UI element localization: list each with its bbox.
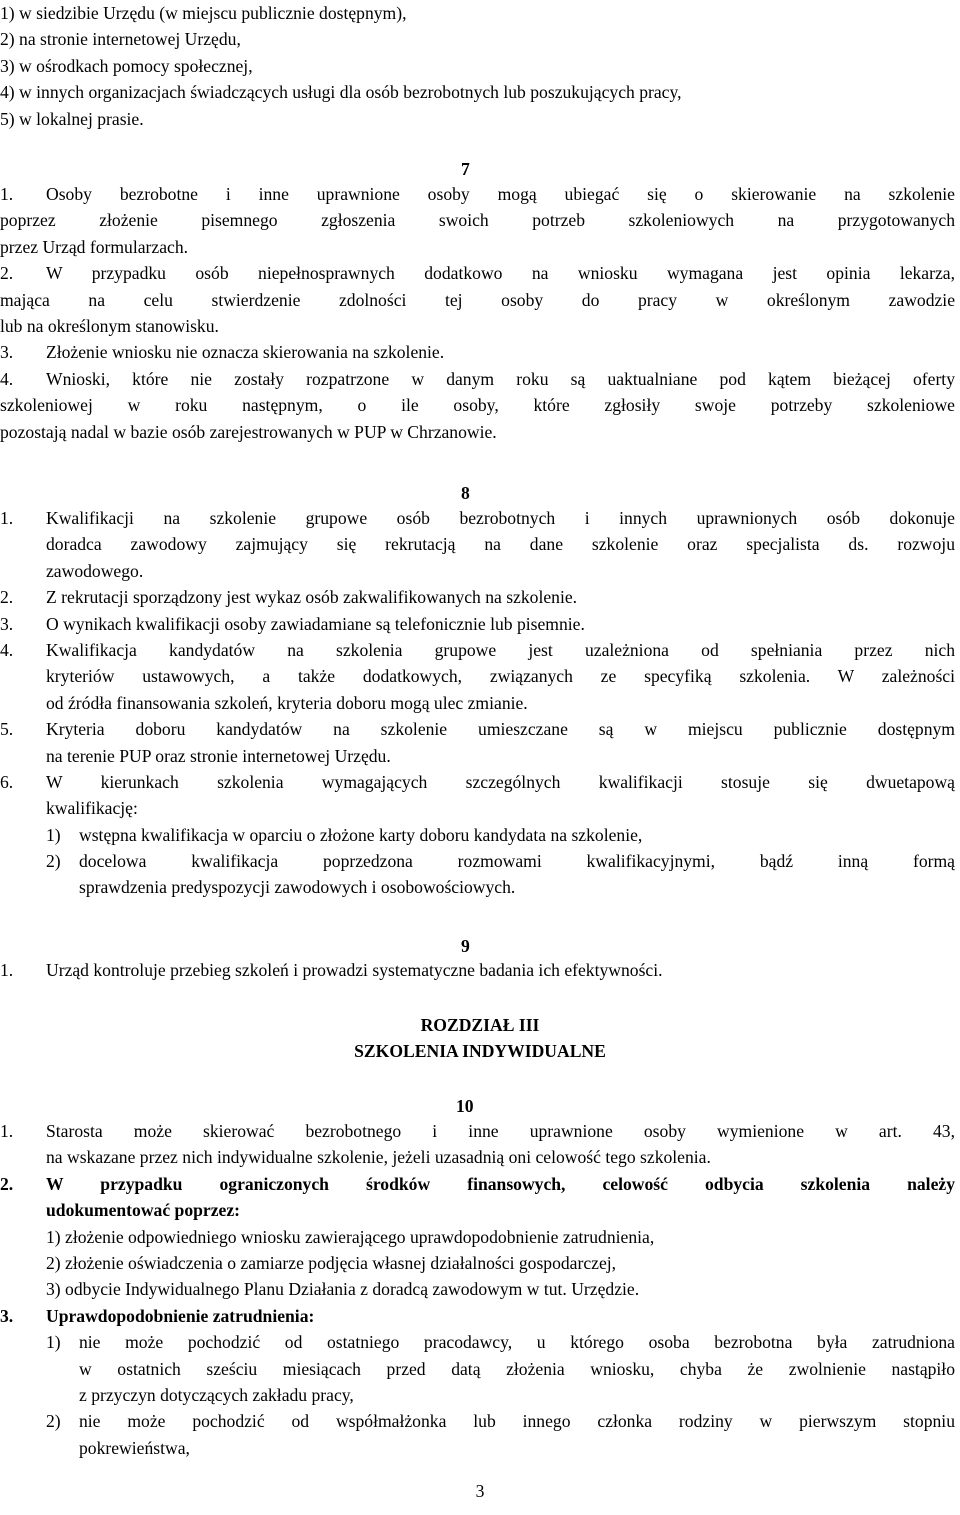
section-heading-9: 9	[461, 936, 470, 956]
paragraph: 4. Kwalifikacja kandydatów na szkolenia grupowe jest uzależniona od spełniania przez nich	[0, 639, 955, 660]
list-item: 5) w lokalnej prasie.	[0, 108, 144, 129]
section-9-body	[0, 957, 955, 983]
chapter-title: ROZDZIAŁ III	[420, 1015, 540, 1035]
paragraph: 4. Wnioski, które nie zostały rozpatrzone w danym roku są uaktualniane pod kątem bieżącej oferty	[0, 368, 955, 389]
section-heading-10: 10	[456, 1096, 474, 1116]
sub-item: 3) odbycie Indywidualnego Planu Działania z doradcą zawodowym w tut. Urzędzie.	[46, 1279, 640, 1300]
sub-item: 2) nie może pochodzić od współmałżonka lub innego członka rodziny w pierwszym stopniu	[46, 1411, 955, 1432]
section-8-body: 1. Kwalifikacji na szkolenie grupowe osób bezrobotnych i innych uprawnionych osób dokonuje doradca zawodowy zajmujący się rekrutacją na dane szkolenie oraz specjalista ds. rozwoju zawodowego. 2. Z rekrutacji sporządzony jest wykaz osób zakwalifikowanych na szkolenie. 3. O wynikach kwalifikacji osoby zawiadamiane są telefonicznie lub pisemnie. 4. Kwalifikacja kandydatów na szkolenia grupowe jest uzależniona od spełniania przez nich kryteriów ustawowych, a także dodatkowych, związanych ze specyfiką szkolenia. W zależności od źródła finansowania szkoleń, kryteria doboru mogą ulec zmianie. 5. Kryteria doboru kandydatów na szkolenie umieszczane są w miejscu publicznie dostępnym na terenie PUP oraz stronie internetowej Urzędu. 6. W kierunkach szkolenia wymagających szczególnych kwalifikacji stosuje się dwuetapową kwalifikację: 1) wstępna kwalifikacja w oparciu o złożone karty doboru kandydata na szkolenie, 2) docelowa kwalifikacja poprzedzona rozmowami kwalifikacyjnymi, bądź inną formą sprawdzenia predyspozycji zawodowych i osobowościowych.	[0, 505, 955, 901]
sub-item: 2) złożenie oświadczenia o zamiarze podjęcia własnej działalności gospodarczej,	[46, 1252, 617, 1273]
sub-item: 1) nie może pochodzić od ostatniego pracodawcy, u którego osoba bezrobotna była zatrudniona	[46, 1332, 955, 1353]
paragraph: 5. Kryteria doboru kandydatów na szkolenie umieszczane są w miejscu publicznie dostępnym	[0, 719, 955, 740]
distribution-list	[0, 0, 955, 132]
list-item: 1) w siedzibie Urzędu (w miejscu publicznie dostępnym),	[0, 3, 407, 23]
list-item: 4) w innych organizacjach świadczących usługi dla osób bezrobotnych lub poszukujących pracy,	[0, 82, 682, 103]
list-item: 2) na stronie internetowej Urzędu,	[0, 29, 241, 50]
section-10-body: 1. Starosta może skierować bezrobotnego i inne uprawnione osoby wymienione w art. 43, na wskazane przez nich indywidualne szkolenie, jeżeli uzasadnią oni celowość tego szkolenia. 2. W przypadku ograniczonych środków finansowych, celowość odbycia szkolenia należy udokumentować poprzez: 1) złożenie odpowiedniego wniosku zawierającego uprawdopodobnienie zatrudnienia, 2) złożenie oświadczenia o zamiarze podjęcia własnej działalności gospodarczej, 3) odbycie Indywidualnego Planu Działania z doradcą zawodowym w tut. Urzędzie. 3. Uprawdopodobnienie zatrudnienia: 1) nie może pochodzić od ostatniego pracodawcy, u którego osoba bezrobotna była zatrudniona w ostatnich sześciu miesiącach przed datą złożenia wniosku, chyba że zwolnienie nastąpiło z przyczyn dotyczących zakładu pracy, 2) nie może pochodzić od współmałżonka lub innego członka rodziny w pierwszym stopniu pokrewieństwa,	[0, 1118, 955, 1461]
paragraph: 3. O wynikach kwalifikacji osoby zawiadamiane są telefonicznie lub pisemnie.	[0, 613, 585, 634]
sub-item: 1) złożenie odpowiedniego wniosku zawierającego uprawdopodobnienie zatrudnienia,	[46, 1226, 655, 1247]
paragraph: 6. W kierunkach szkolenia wymagających szczególnych kwalifikacji stosuje się dwuetapową	[0, 771, 955, 792]
paragraph: 3. Uprawdopodobnienie zatrudnienia:	[0, 1305, 315, 1326]
page-number: 3	[475, 1481, 485, 1501]
paragraph: 3. Złożenie wniosku nie oznacza skierowania na szkolenie.	[0, 342, 445, 363]
section-heading-8: 8	[461, 483, 470, 503]
chapter-subtitle: SZKOLENIA INDYWIDUALNE	[354, 1041, 606, 1061]
section-heading-7: 7	[461, 159, 470, 179]
list-item: 3) w ośrodkach pomocy społecznej,	[0, 55, 253, 76]
paragraph: 1. Kwalifikacji na szkolenie grupowe osób bezrobotnych i innych uprawnionych osób dokonuje	[0, 508, 955, 528]
paragraph: 1. Urząd kontroluje przebieg szkoleń i prowadzi systematyczne badania ich efektywności.	[0, 960, 663, 980]
paragraph: 2. Z rekrutacji sporządzony jest wykaz osób zakwalifikowanych na szkolenie.	[0, 587, 578, 608]
section-7-body: 1. Osoby bezrobotne i inne uprawnione osoby mogą ubiegać się o skierowanie na szkolenie poprzez złożenie pisemnego zgłoszenia swoich potrzeb szkoleniowych na przygotowanych przez Urząd formularzach. 2. W przypadku osób niepełnosprawnych dodatkowo na wniosku wymagana jest opinia lekarza, mająca na celu stwierdzenie zdolności tej osoby do pracy w określonym zawodzie lub na określonym stanowisku. 3. Złożenie wniosku nie oznacza skierowania na szkolenie. 4. Wnioski, które nie zostały rozpatrzone w danym roku są uaktualniane pod kątem bieżącej oferty szkoleniowej w roku następnym, o ile osoby, które zgłosiły swoje potrzeby szkoleniowe pozostają nadal w bazie osób zarejestrowanych w PUP w Chrzanowie.	[0, 181, 955, 445]
paragraph: 1. Starosta może skierować bezrobotnego i inne uprawnione osoby wymienione w art. 43,	[0, 1121, 955, 1141]
paragraph: 2. W przypadku osób niepełnosprawnych dodatkowo na wniosku wymagana jest opinia lekarza,	[0, 263, 955, 284]
paragraph: 2. W przypadku ograniczonych środków finansowych, celowość odbycia szkolenia należy	[0, 1173, 955, 1194]
paragraph: 1. Osoby bezrobotne i inne uprawnione osoby mogą ubiegać się o skierowanie na szkolenie	[0, 184, 955, 204]
sub-item: 2) docelowa kwalifikacja poprzedzona rozmowami kwalifikacyjnymi, bądź inną formą	[46, 851, 955, 872]
sub-item: 1) wstępna kwalifikacja w oparciu o złożone karty doboru kandydata na szkolenie,	[46, 824, 643, 845]
